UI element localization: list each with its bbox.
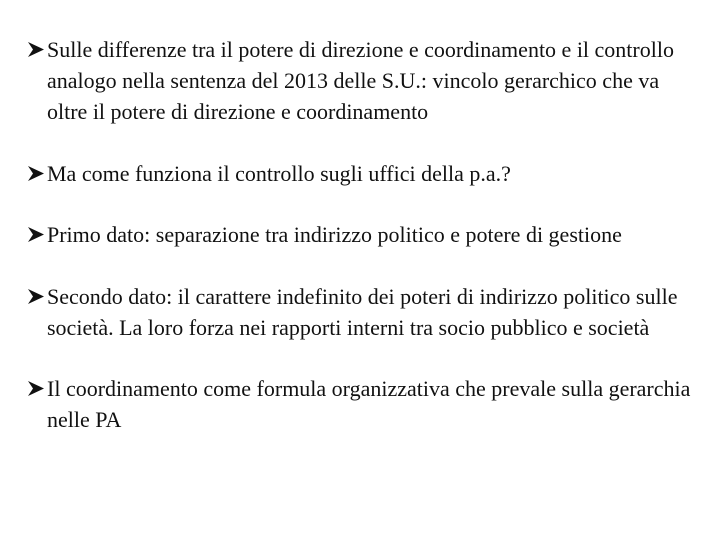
arrowhead-bullet-icon — [28, 42, 44, 57]
bullet-item — [28, 34, 698, 127]
bullet-list — [28, 34, 698, 465]
bullet-text: Il coordinamento come formula organizzativa che prevale sulla gerarchia nelle PA — [47, 376, 691, 432]
bullet-text: Secondo dato: il carattere indefinito dei poteri di indirizzo politico sulle società. La loro forza nei rapporti interni tra socio pubblico e società — [47, 284, 678, 340]
bullet-item — [28, 158, 698, 189]
bullet-text: Sulle differenze tra il potere di direzione e coordinamento e il controllo analogo nella sentenza del 2013 delle S.U.: vincolo gerarchico che va oltre il potere di direzione e coordinamento — [47, 37, 674, 124]
arrowhead-bullet-icon — [28, 227, 44, 242]
arrowhead-bullet-icon — [28, 381, 44, 396]
bullet-text: Ma come funziona il controllo sugli uffici della p.a.? — [47, 161, 511, 186]
bullet-text: Primo dato: separazione tra indirizzo politico e potere di gestione — [47, 222, 622, 247]
bullet-item — [28, 219, 698, 250]
bullet-item — [28, 373, 698, 435]
bullet-item — [28, 281, 698, 343]
arrowhead-bullet-icon — [28, 289, 44, 304]
arrowhead-bullet-icon — [28, 166, 44, 181]
